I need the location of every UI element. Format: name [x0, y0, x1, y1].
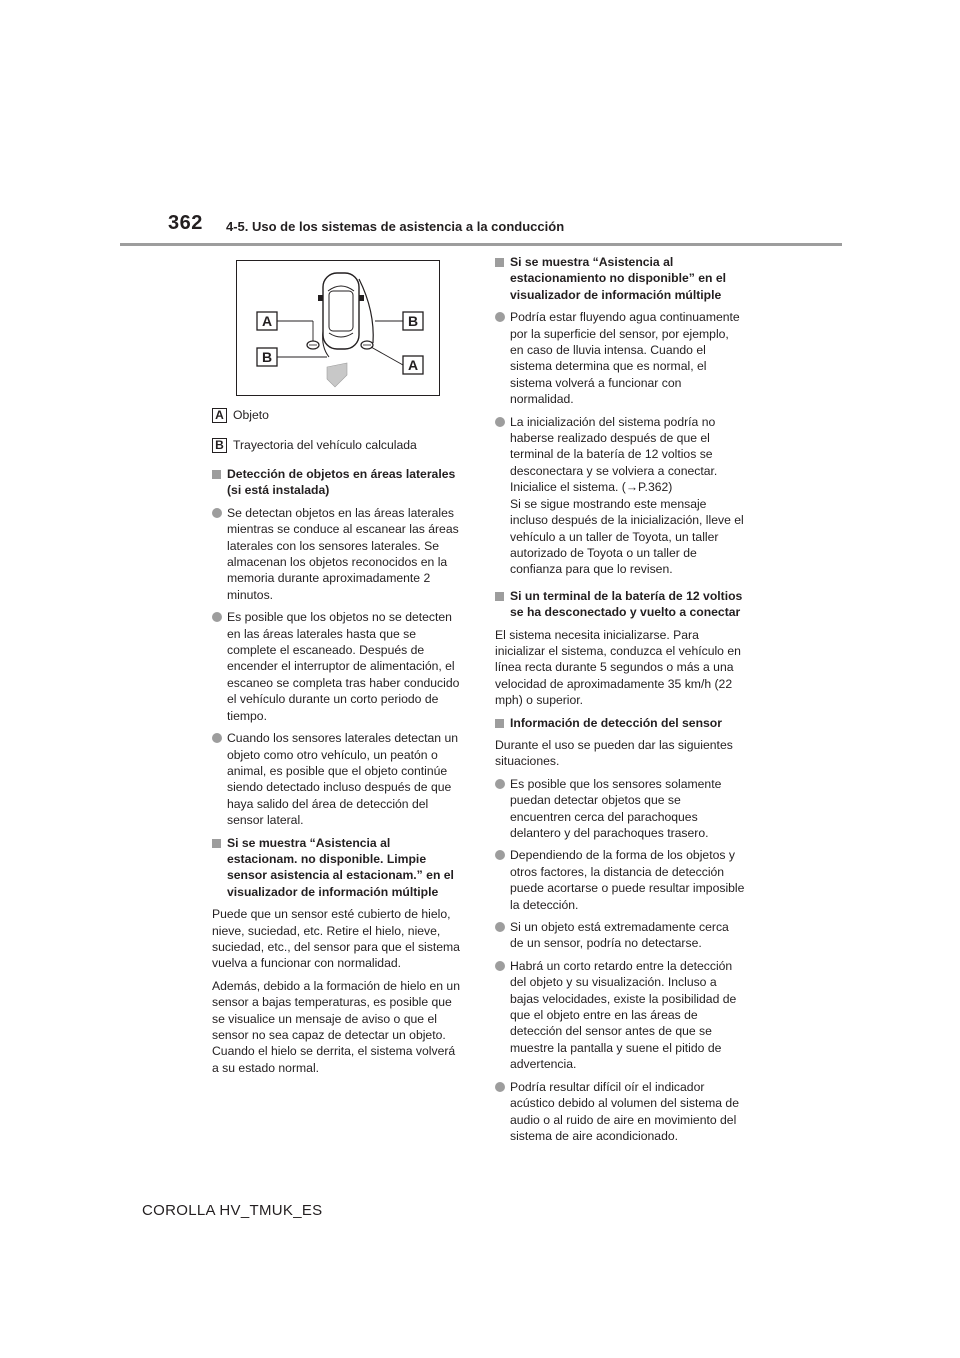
bullet-initialization: [495, 414, 745, 578]
bullet-too-close: Si un objeto está extremadamente cerca de un sensor, podría no detectarse.: [495, 919, 745, 952]
bullet-buzzer-audibility: Podría resultar difícil oír el indicador acústico debido al volumen del sistema de audio o al ruido de aire en movimiento del sistema de aire acondicionado.: [495, 1079, 745, 1145]
car-sensor-diagram: [237, 261, 438, 394]
label-a-right: A: [407, 357, 419, 373]
trajectory-line: [359, 279, 373, 343]
paragraph-low-temperature: Además, debido a la formación de hielo en un sensor a bajas temperaturas, es posible que se visualice un mensaje de aviso o que el sensor no sea capaz de detectar un objeto. Cuando el hielo se derrita, el sistema volverá a su estado normal.: [212, 978, 460, 1075]
left-column: [212, 466, 462, 1082]
figure-parking-sensors: [236, 260, 440, 396]
bullet-initialization-text: La inicialización del sistema podría no haberse realizado después de que el terminal de la batería de 12 voltios se desconectara y se volviera a conectar. Inicialice el sistema. (→P.362): [510, 414, 718, 495]
bullet-initialization-followup: Si se sigue mostrando este mensaje incluso después de la inicialización, lleve el vehículo a un taller de Toyota, un taller autorizado de Toyota o un taller de confianza para que lo revisen.: [510, 496, 744, 577]
bullet-side-scan: Se detectan objetos en las áreas laterales mientras se conduce al escanear las áreas laterales con los sensores laterales. Se almacenan los objetos reconocidos en la memoria durante aproximadamente 2 minutos.: [212, 505, 462, 603]
legend-key-a: A: [212, 408, 227, 423]
bullet-display-delay: Habrá un corto retardo entre la detección del objeto y su visualización. Incluso a bajas velocidades, existe la posibilidad de que el objeto entre en las áreas de detección del sensor antes de que se muestre la pantalla y suene el pitido de advertencia.: [495, 958, 745, 1073]
heading-battery-reconnect: Si un terminal de la batería de 12 voltios se ha desconectado y vuelto a conectar: [495, 588, 745, 621]
label-b-left: B: [261, 349, 273, 365]
bullet-scan-complete: Es posible que los objetos no se detecten en las áreas laterales hasta que se complete el escaneado. Después de encender el interruptor de alimentación, el escaneo se completa tras haber conducido el vehículo durante un corto periodo de tiempo.: [212, 609, 462, 724]
heading-sensor-info: Información de detección del sensor: [495, 715, 745, 731]
bullet-shape-factors: Dependiendo de la forma de los objetos y otros factores, la distancia de detección puede acortarse o puede resultar imposible la detección.: [495, 847, 745, 913]
section-title: 4-5. Uso de los sistemas de asistencia a la conducción: [226, 219, 565, 234]
legend-item-b: [212, 436, 417, 454]
car-mirror-left: [318, 295, 323, 301]
heading-unavailable: Si se muestra “Asistencia al estacionamiento no disponible” en el visualizador de información múltiple: [495, 254, 745, 303]
label-a-left: A: [261, 313, 273, 329]
heading-clean-sensor: Si se muestra “Asistencia al estacionam. no disponible. Limpie sensor asistencia al estacionam.” en el visualizador de información múltiple: [212, 835, 462, 901]
car-mirror-right: [359, 295, 364, 301]
legend-item-a: [212, 406, 269, 424]
legend-key-b: B: [212, 438, 227, 453]
legend-text-a: Objeto: [233, 408, 269, 422]
paragraph-ice-snow: Puede que un sensor esté cubierto de hielo, nieve, suciedad, etc. Retire el hielo, nieve, suciedad, etc., del sensor para que el sistema vuelva a funcionar con normalidad.: [212, 907, 460, 971]
legend-text-b: Trayectoria del vehículo calculada: [233, 438, 417, 452]
page-number: 362: [168, 212, 203, 234]
bullet-water-flow: Podría estar fluyendo agua continuamente por la superficie del sensor, por ejemplo, en caso de lluvia intensa. Cuando el sistema determina que es normal, el sistema volverá a funcionar con normalidad.: [495, 309, 745, 407]
right-column: [495, 254, 745, 1150]
paragraph-situations: Durante el uso se pueden dar las siguientes situaciones.: [495, 737, 733, 769]
bullet-bumper-detection: Es posible que los sensores solamente puedan detectar objetos que se encuentren cerca del parachoques delantero y del parachoques trasero.: [495, 776, 745, 842]
leader-line-a-right: [371, 347, 403, 365]
label-b-right: B: [407, 313, 419, 329]
bullet-continued-detection: Cuando los sensores laterales detectan un objeto como otro vehículo, un peatón o animal, es posible que el objeto continúe siendo detectado incluso después de que haya salido del área de detección del sensor lateral.: [212, 730, 462, 828]
heading-side-detection: Detección de objetos en áreas laterales (si está instalada): [212, 466, 462, 499]
object-marker-left: [307, 341, 319, 349]
object-marker-right: [361, 341, 373, 349]
car-roof-shape: [329, 291, 353, 331]
header-rule: [120, 243, 842, 246]
footer-model: COROLLA HV_TMUK_ES: [142, 1202, 323, 1219]
paragraph-initialize: El sistema necesita inicializarse. Para inicializar el sistema, conduzca el vehículo en línea recta durante 5 segundos o más a una velocidad de aproximadamente 35 km/h (22 mph) o superior.: [495, 627, 741, 708]
direction-arrow: [327, 363, 347, 387]
